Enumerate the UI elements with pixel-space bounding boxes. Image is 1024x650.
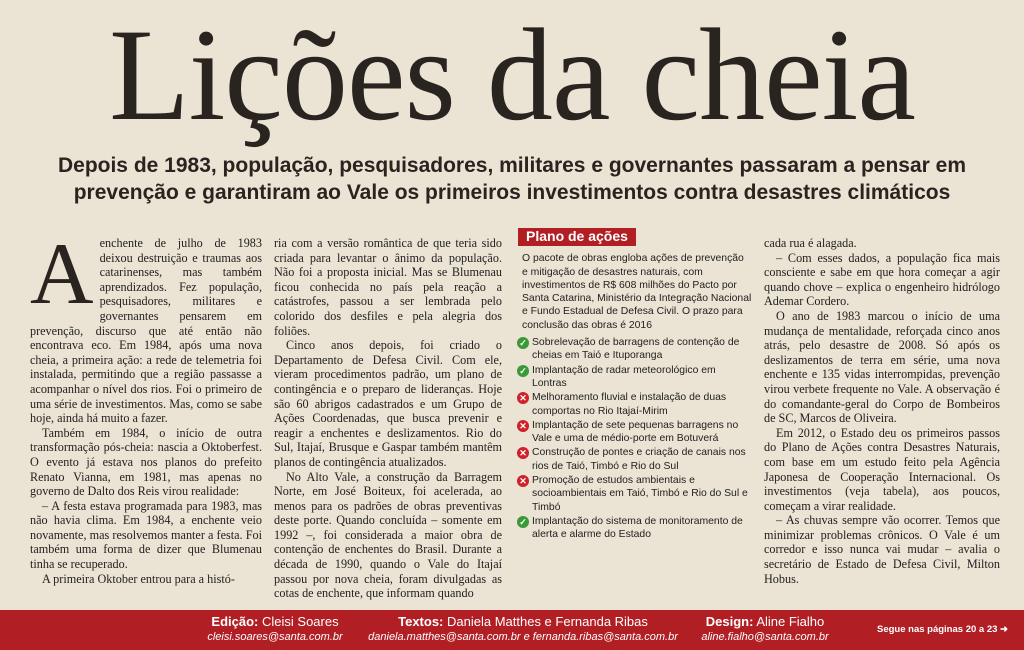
action-plan-box [516,228,752,543]
paragraph: enchente de julho de 1983 deixou destruição e traumas aos catarinenses, mas também aprendizados. Fez população, pesquisadores, militares e governantes pensarem em prevenção, discurso que até então não encontrava eco. Em 1984, após uma nova cheia, a primeira ação: a rede de telemetria foi instalada, permitindo que a região passasse a acompanhar o nível dos rios. Foi o primeiro de uma série de investimentos. Mas, como se sabe hoje, ainda há muito a fazer. [30,236,262,426]
action-plan-item-text: Implantação do sistema de monitoramento de alerta e alarme do Estado [532,515,743,541]
paragraph: ria com a versão romântica de que teria sido criada para levantar o ânimo da população. Não foi a proposta inicial. Mas se Blumenau ficou conhecida no país pela reação a catástrofes, passou a ser lembrada pelo colorido dos desfiles e pela alegria dos foliões. [274,236,502,338]
credit-name: Cleisi Soares [262,614,339,629]
paragraph: cada rua é alagada. [764,236,857,250]
action-plan-item [516,419,752,446]
action-plan-item [516,446,752,473]
paragraph: – Com esses dados, a população fica mais consciente e sabe em que hora começar a agir quando chove – explica o engenheiro hidrólogo Ademar Cordero. [764,250,1000,309]
credit-email: daniela.matthes@santa.com.br e fernanda.ribas@santa.com.br [368,631,678,643]
credit-writers [358,614,688,643]
action-plan-item-text: Melhoramento fluvial e instalação de duas comportas no Rio Itajaí-Mirim [532,392,727,417]
article-column-4 [764,236,1000,586]
cross-icon: ✕ [517,392,529,404]
action-plan-item-text: Implantação de radar meteorológico em Lontras [532,364,716,389]
check-icon: ✓ [517,516,529,528]
action-plan-item-text: Promoção de estudos ambientais e socioambientais em Taió, Timbó e Rio do Sul e Timbó [532,475,748,513]
paragraph: – A festa estava programada para 1983, mas não havia clima. Em 1984, a enchente veio novamente, mas resolvemos manter a festa. Foi também uma forma de dizer que Blumenau tinha se recuperado. [30,498,262,572]
action-plan-item [516,474,752,514]
article-column-2 [274,236,502,601]
page-headline: Lições da cheia [109,1,915,148]
credit-role: Textos: [398,614,444,629]
credit-designer [690,614,840,643]
page-subheadline: Depois de 1983, população, pesquisadores, militares e governantes passaram a pensar em prevenção e garantiram ao Vale os primeiros investimentos contra desastres climáticos [57,154,967,204]
check-icon: ✓ [517,365,529,377]
paragraph: O ano de 1983 marcou o início de uma mudança de mentalidade, reforçada cinco anos atrás, pelo desastre de 2008. Só após os deslizamentos de terra em série, uma nova enchente e 135 vidas interrompidas, prevenção virou verbete frequente no Vale. A observação é do comandante-geral do Corpo de Bombeiros de SC, Marcos de Oliveira. [764,308,1000,426]
paragraph: Cinco anos depois, foi criado o Departamento de Defesa Civil. Com ele, vieram procedimentos padrão, um plano de contingência e o preparo de lideranças. Hoje são 60 abrigos cadastrados e um Grupo de Ações Coordenadas, que busca prevenir e reagir a enchentes e deslizamentos. Rio do Sul, Itajaí, Brusque e Gaspar também mantêm planos de contingência atualizados. [274,338,502,469]
action-plan-item-text: Sobrelevação de barragens de contenção de cheias em Taió e Ituporanga [532,337,740,362]
check-icon: ✓ [517,337,529,349]
drop-cap: A [30,226,94,323]
paragraph: Também em 1984, o início de outra transformação pós-cheia: nascia a Oktoberfest. O evento já estava nos planos do prefeito Renato Vianna, em 1981, mas apenas no governo de Dalto dos Reis virou realidade: [30,425,262,499]
credit-email: aline.fialho@santa.com.br [701,631,829,643]
paragraph: A primeira Oktober entrou para a histó- [42,571,235,586]
credits-footer [0,610,1024,650]
article-column-1 [30,226,262,586]
action-plan-intro: O pacote de obras engloba ações de prevenção e mitigação de desastres naturais, com investimentos de R$ 608 milhões do Pacto por Santa Catarina, Ministério da Integração Nacional e Fundo Estadual de Defesa Civil. O prazo para conclusão das obras é 2016 [522,253,752,331]
credit-role: Design: [705,614,754,629]
credit-editor [190,614,360,643]
paragraph: Em 2012, o Estado deu os primeiros passos do Plano de Ações contra Desastres Naturais, com base em um estudo feito pela Agência Japonesa de Cooperação Internacional. Os investimentos (veja tabela), aos poucos, começam a virar realidade. [764,425,1000,513]
credit-name: Daniela Matthes e Fernanda Ribas [447,614,648,629]
action-plan-item [516,515,752,542]
paragraph: – As chuvas sempre vão ocorrer. Temos que minimizar problemas crônicos. O Vale é um corredor e isso nunca vai mudar – avalia o secretário de Estado de Defesa Civil, Milton Hobus. [764,513,1000,586]
cross-icon: ✕ [517,475,529,487]
action-plan-item [516,391,752,418]
cross-icon: ✕ [517,447,529,459]
cross-icon: ✕ [517,420,529,432]
credit-role: Edição: [211,614,259,629]
paragraph: No Alto Vale, a construção da Barragem Norte, em José Boiteux, foi acelerada, ao menos para os padrões de obras preventivas deste porte. Quando concluída – somente em 1992 –, foi considerada a maior obra de contenção de enchentes do Brasil. Durante a década de 1990, quando o Vale do Itajaí passou por nova cheia, foram divulgadas as cotas de enchente, que informam quando [274,469,502,601]
credit-email: cleisi.soares@santa.com.br [207,631,343,643]
continued-on-pages: Segue nas páginas 20 a 23 ➜ [877,624,1008,635]
credit-name: Aline Fialho [756,614,825,629]
action-plan-item-text: Construção de pontes e criação de canais nos rios de Taió, Timbó e Rio do Sul [532,447,746,472]
action-plan-item [516,364,752,391]
action-plan-list [516,336,752,541]
action-plan-item-text: Implantação de sete pequenas barragens no Vale e uma de médio-porte em Botuverá [532,419,739,445]
action-plan-title: Plano de ações [518,228,636,246]
action-plan-item [516,336,752,363]
